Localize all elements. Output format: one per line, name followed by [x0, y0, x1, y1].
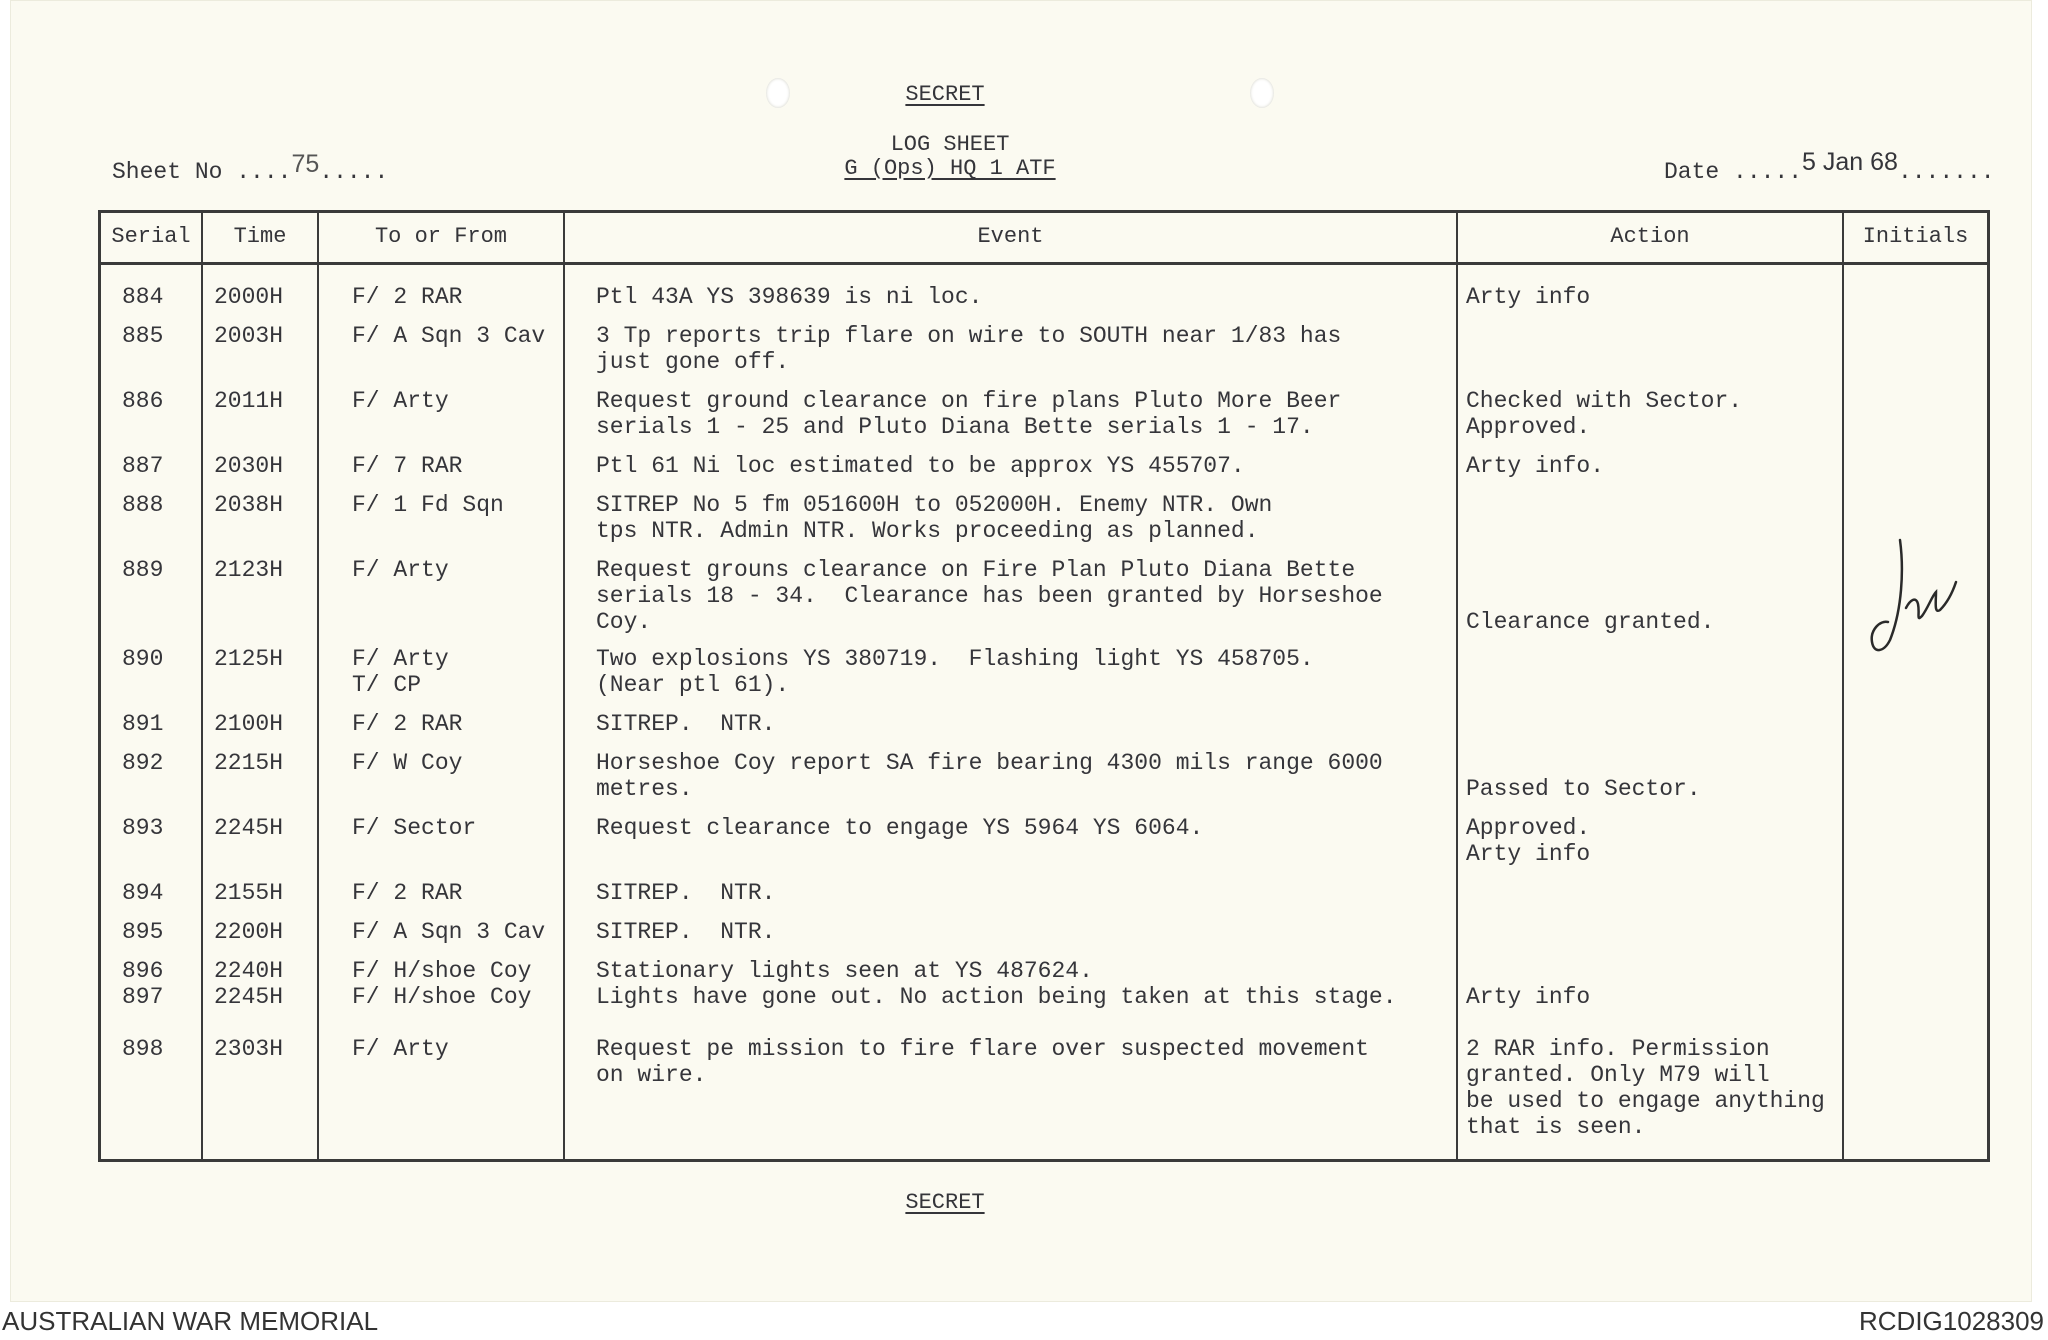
cell-serial: 888 [122, 492, 164, 518]
cell-serial: 896 [122, 958, 164, 984]
cell-event: SITREP. NTR. [596, 919, 776, 945]
col-header-action: Action [1610, 224, 1690, 249]
cell-time: 2123H [214, 557, 284, 583]
cell-to-from: F/ 7 RAR [352, 453, 463, 479]
cell-serial: 898 [122, 1036, 164, 1062]
cell-to-from: F/ Arty T/ CP [352, 646, 449, 698]
cell-to-from: F/ H/shoe Coy [352, 984, 532, 1010]
footer-source: AUSTRALIAN WAR MEMORIAL [2, 1306, 379, 1336]
col-header-serial: Serial [111, 224, 191, 249]
cell-serial: 885 [122, 323, 164, 349]
cell-to-from: F/ A Sqn 3 Cav [352, 323, 546, 349]
classification-bottom: SECRET [905, 1190, 985, 1215]
cell-time: 2245H [214, 815, 284, 841]
cell-serial: 897 [122, 984, 164, 1010]
col-header-to-from: To or From [374, 224, 508, 249]
punch-hole-right [1250, 78, 1274, 108]
cell-time: 2215H [214, 750, 284, 776]
cell-serial: 893 [122, 815, 164, 841]
cell-event: 3 Tp reports trip flare on wire to SOUTH near 1/83 has just gone off. [596, 323, 1342, 375]
column-divider [201, 210, 203, 1162]
cell-event: Horseshoe Coy report SA fire bearing 4300 mils range 6000 metres. [596, 750, 1383, 802]
cell-event: Lights have gone out. No action being taken at this stage. [596, 984, 1397, 1010]
archive-footer [0, 1302, 2048, 1340]
cell-action: Clearance granted. [1466, 609, 1715, 635]
cell-to-from: F/ H/shoe Coy [352, 958, 532, 984]
col-header-event: Event [977, 224, 1044, 249]
cell-to-from: F/ Arty [352, 557, 449, 583]
date-label: Date [1664, 159, 1734, 185]
cell-action: Approved. Arty info [1466, 815, 1591, 867]
column-divider [98, 210, 101, 1162]
footer-record-id: RCDIG1028309 [1859, 1306, 2044, 1336]
cell-time: 2011H [214, 388, 284, 414]
table-top-border [98, 210, 1990, 213]
cell-serial: 892 [122, 750, 164, 776]
cell-action: Passed to Sector. [1466, 776, 1701, 802]
cell-serial: 887 [122, 453, 164, 479]
header-bottom-border [98, 262, 1990, 265]
date-value: 5 Jan 68 [1802, 148, 1898, 176]
cell-event: Request pe mission to fire flare over suspected movement on wire. [596, 1036, 1369, 1088]
column-divider [1456, 210, 1458, 1162]
cell-event: Stationary lights seen at YS 487624. [596, 958, 1093, 984]
cell-serial: 884 [122, 284, 164, 310]
classification-top: SECRET [905, 82, 985, 107]
cell-time: 2125H [214, 646, 284, 672]
column-divider [317, 210, 319, 1162]
cell-event: SITREP No 5 fm 051600H to 052000H. Enemy NTR. Own tps NTR. Admin NTR. Works proceeding as planned. [596, 492, 1273, 544]
cell-to-from: F/ A Sqn 3 Cav [352, 919, 546, 945]
cell-event: SITREP. NTR. [596, 880, 776, 906]
cell-event: Request grouns clearance on Fire Plan Pluto Diana Bette serials 18 - 34. Clearance has been granted by Horseshoe Coy. [596, 557, 1383, 635]
col-header-initials: Initials [1862, 224, 1969, 249]
cell-action: Arty info [1466, 984, 1591, 1010]
cell-time: 2003H [214, 323, 284, 349]
cell-event: Request clearance to engage YS 5964 YS 6064. [596, 815, 1204, 841]
cell-serial: 889 [122, 557, 164, 583]
cell-serial: 895 [122, 919, 164, 945]
cell-serial: 891 [122, 711, 164, 737]
punch-hole-left [766, 78, 790, 108]
cell-action: Arty info. [1466, 453, 1605, 479]
cell-to-from: F/ 2 RAR [352, 711, 463, 737]
handwritten-initials-icon [1860, 530, 1970, 670]
date-field: Date .....5 Jan 68....... [1664, 148, 1995, 185]
cell-action: Arty info [1466, 284, 1591, 310]
cell-to-from: F/ Arty [352, 388, 449, 414]
cell-time: 2303H [214, 1036, 284, 1062]
cell-serial: 886 [122, 388, 164, 414]
cell-time: 2245H [214, 984, 284, 1010]
table-bottom-border [98, 1159, 1990, 1162]
sheet-number: Sheet No ....75..... [112, 150, 389, 185]
log-sheet-paper [10, 0, 2032, 1302]
cell-time: 2240H [214, 958, 284, 984]
cell-event: Two explosions YS 380719. Flashing light YS 458705. (Near ptl 61). [596, 646, 1314, 698]
cell-event: Ptl 43A YS 398639 is ni loc. [596, 284, 983, 310]
cell-time: 2155H [214, 880, 284, 906]
log-title: LOG SHEET [890, 132, 1010, 157]
log-unit: G (Ops) HQ 1 ATF [844, 156, 1056, 181]
cell-to-from: F/ Sector [352, 815, 477, 841]
cell-time: 2200H [214, 919, 284, 945]
column-divider [563, 210, 565, 1162]
cell-to-from: F/ 2 RAR [352, 880, 463, 906]
cell-time: 2100H [214, 711, 284, 737]
cell-action: Checked with Sector. Approved. [1466, 388, 1743, 440]
cell-to-from: F/ 2 RAR [352, 284, 463, 310]
col-header-time: Time [233, 224, 287, 249]
cell-time: 2030H [214, 453, 284, 479]
column-divider [1987, 210, 1990, 1162]
cell-serial: 894 [122, 880, 164, 906]
cell-event: SITREP. NTR. [596, 711, 776, 737]
cell-action: 2 RAR info. Permission granted. Only M79 will be used to engage anything that is seen. [1466, 1036, 1825, 1140]
cell-to-from: F/ Arty [352, 1036, 449, 1062]
sheet-number-label: Sheet No [112, 159, 237, 185]
cell-serial: 890 [122, 646, 164, 672]
cell-event: Ptl 61 Ni loc estimated to be approx YS 455707. [596, 453, 1245, 479]
cell-to-from: F/ 1 Fd Sqn [352, 492, 504, 518]
cell-to-from: F/ W Coy [352, 750, 463, 776]
cell-time: 2000H [214, 284, 284, 310]
column-divider [1842, 210, 1844, 1162]
sheet-number-value: 75 [291, 150, 320, 178]
cell-time: 2038H [214, 492, 284, 518]
cell-event: Request ground clearance on fire plans Pluto More Beer serials 1 - 25 and Pluto Diana Bette serials 1 - 17. [596, 388, 1342, 440]
